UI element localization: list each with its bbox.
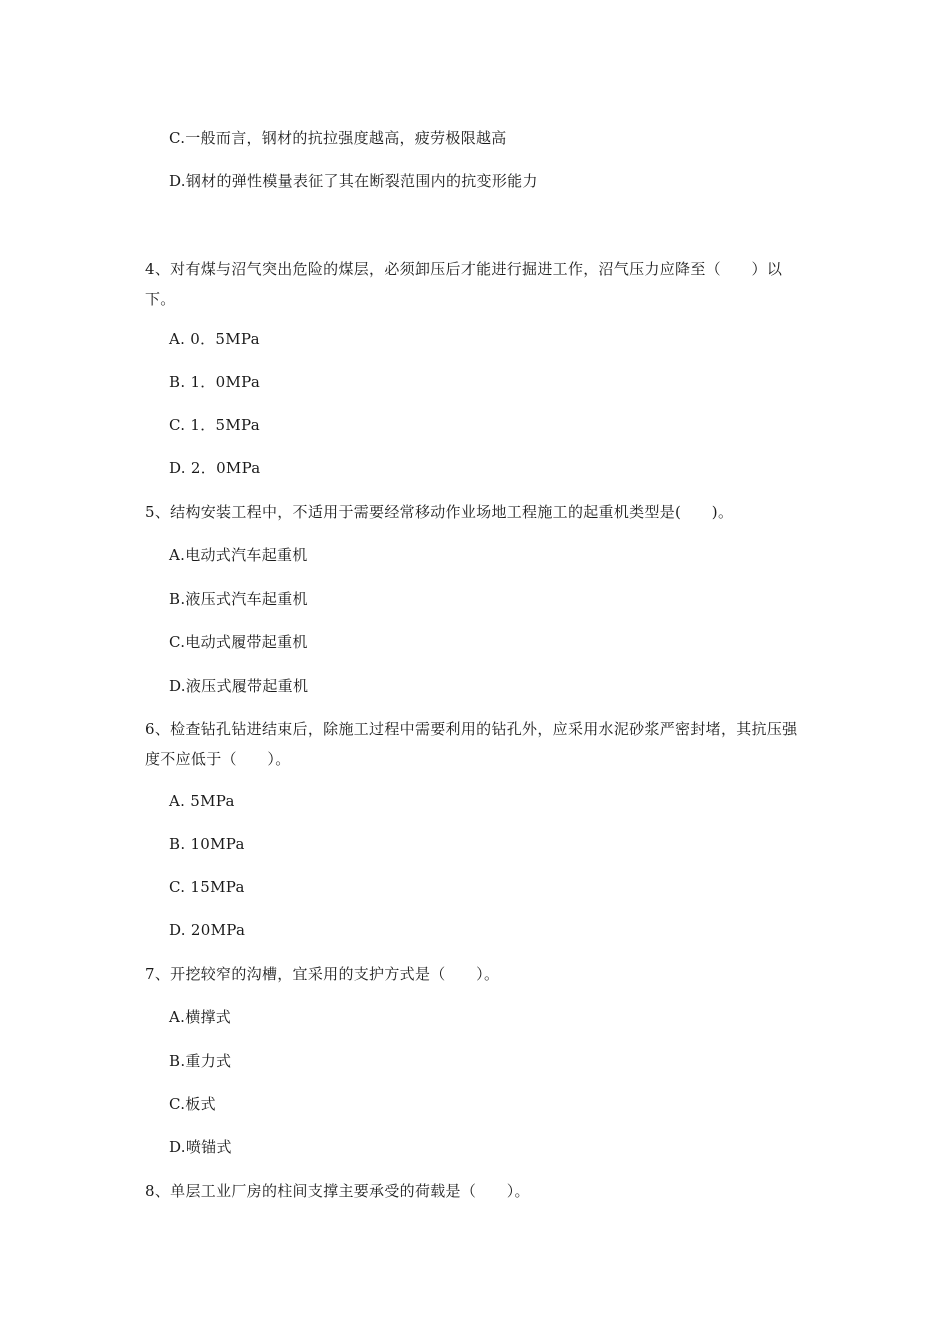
question-8-stem: 8、单层工业厂房的柱间支撑主要承受的荷载是（ ）。 [145, 1182, 530, 1200]
option-5c: C.电动式履带起重机 [169, 633, 308, 651]
option-6b: B. 10MPa [169, 835, 245, 853]
option-5d: D.液压式履带起重机 [169, 677, 309, 695]
option-7a: A.横撑式 [169, 1008, 232, 1026]
option-6d: D. 20MPa [169, 921, 246, 939]
option-3d: D.钢材的弹性模量表征了其在断裂范围内的抗变形能力 [169, 172, 538, 190]
option-6c: C. 15MPa [169, 878, 245, 896]
option-4d: D. 2．0MPa [169, 459, 261, 477]
option-7b: B.重力式 [169, 1052, 232, 1070]
option-4b: B. 1．0MPa [169, 373, 261, 391]
option-7c: C.板式 [169, 1095, 216, 1113]
option-3c: C.一般而言，钢材的抗拉强度越高，疲劳极限越高 [169, 129, 507, 147]
option-4a: A. 0．5MPa [169, 330, 260, 348]
option-5a: A.电动式汽车起重机 [169, 546, 308, 564]
option-4c: C. 1．5MPa [169, 416, 260, 434]
question-4-stem: 4、对有煤与沼气突出危险的煤层，必须卸压后才能进行掘进工作，沼气压力应降至（ ）以下。 [145, 260, 783, 308]
question-5-stem: 5、结构安装工程中，不适用于需要经常移动作业场地工程施工的起重机类型是( )。 [145, 503, 734, 521]
option-7d: D.喷锚式 [169, 1138, 232, 1156]
option-5b: B.液压式汽车起重机 [169, 590, 308, 608]
question-6-stem: 6、检查钻孔钻进结束后，除施工过程中需要利用的钻孔外，应采用水泥砂浆严密封堵，其抗压强度不应低于（ ）。 [145, 720, 798, 768]
option-6a: A. 5MPa [169, 792, 235, 810]
question-7-stem: 7、开挖较窄的沟槽，宜采用的支护方式是（ ）。 [145, 965, 500, 983]
